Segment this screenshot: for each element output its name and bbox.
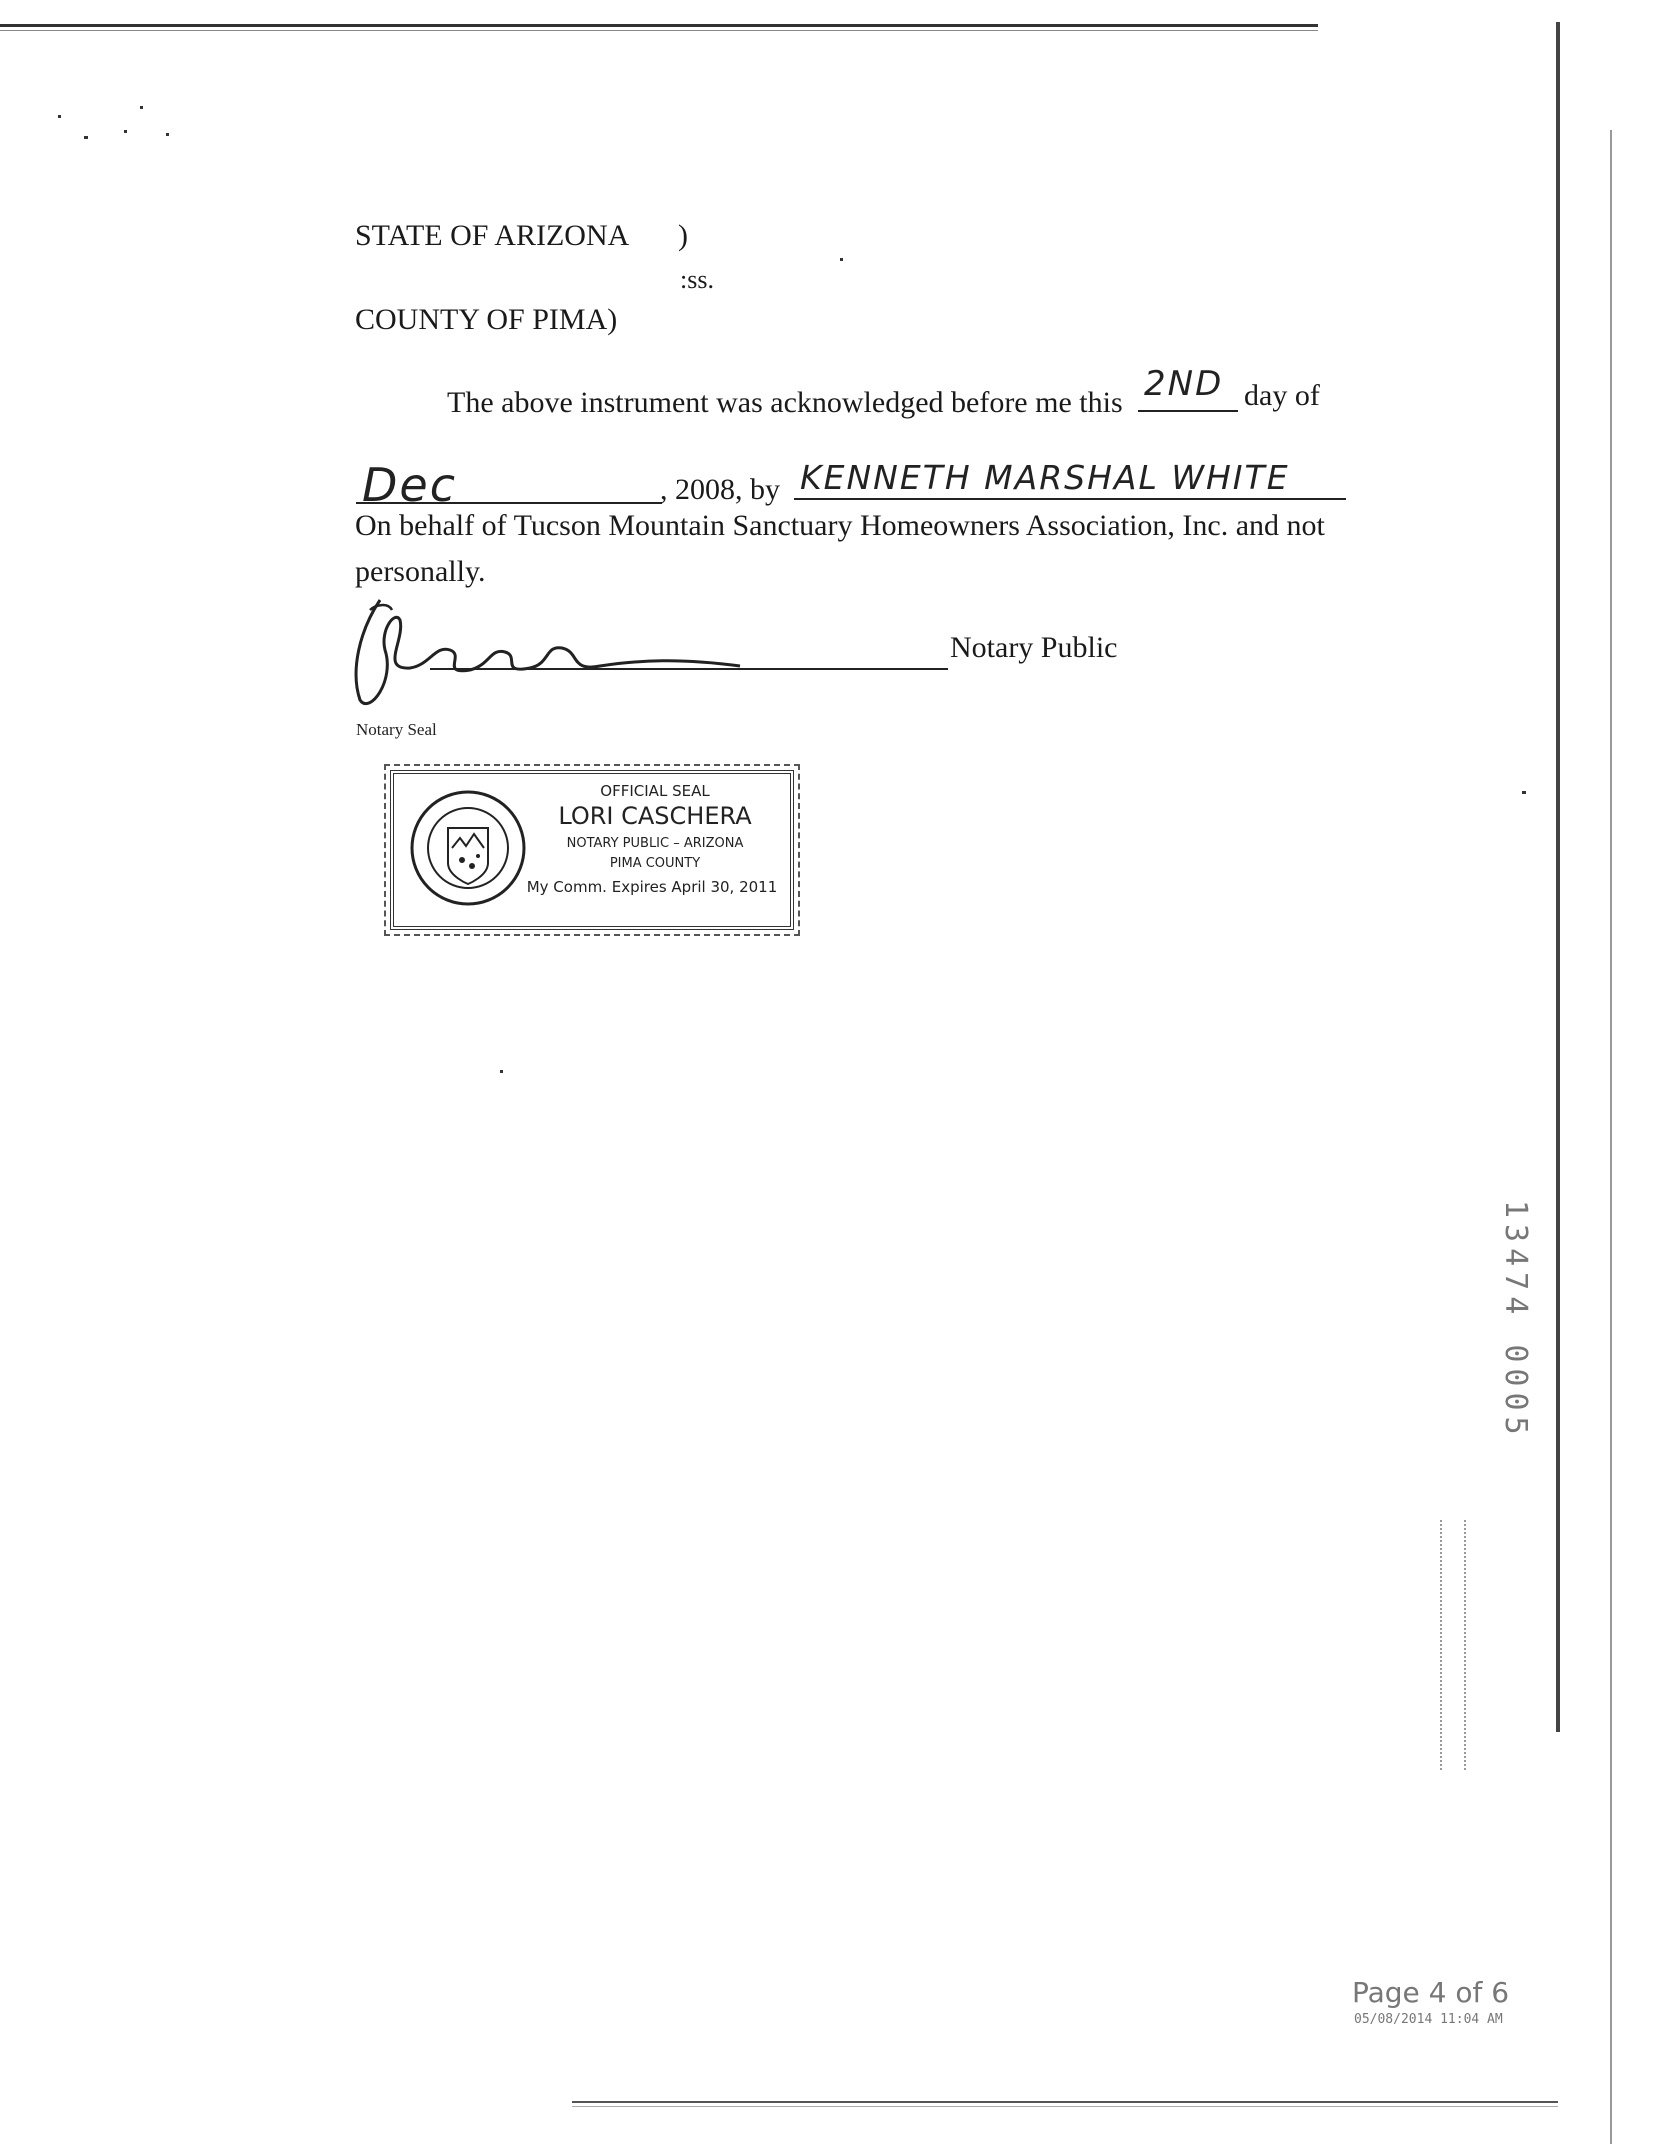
state-seal-emblem <box>408 788 528 908</box>
scan-speck <box>166 133 169 136</box>
seal-expiry: My Comm. Expires April 30, 2011 <box>526 878 778 896</box>
right-border-thin <box>1610 130 1612 2144</box>
behalf-line: On behalf of Tucson Mountain Sanctuary Homeowners Association, Inc. and not <box>355 509 1325 542</box>
recording-mark <box>1440 1520 1466 1770</box>
bottom-rule <box>572 2101 1558 2103</box>
month-blank <box>356 458 662 512</box>
day-handwritten: 2ND <box>1144 364 1224 404</box>
signer-handwritten: KENNETH MARSHAL WHITE <box>800 458 1290 497</box>
ack-prefix: The above instrument was acknowledged before me this <box>447 386 1123 419</box>
state-paren: ) <box>678 219 688 252</box>
top-rule-shadow <box>0 30 1318 31</box>
personally-line: personally. <box>355 555 486 588</box>
county-line: COUNTY OF PIMA) <box>355 303 618 336</box>
official-seal-stamp <box>390 770 794 930</box>
scan-speck <box>124 130 127 133</box>
seal-line4: PIMA COUNTY <box>609 856 701 871</box>
top-rule <box>0 24 1318 27</box>
scan-speck <box>1522 791 1526 794</box>
day-blank <box>1138 364 1238 412</box>
page-timestamp: 05/08/2014 11:04 AM <box>1354 2012 1503 2027</box>
scan-speck <box>500 1070 503 1073</box>
signature-line <box>430 668 948 670</box>
scan-speck <box>58 115 61 118</box>
seal-name: LORI CASCHERA <box>558 802 752 830</box>
right-border <box>1556 22 1560 1732</box>
bottom-rule-shadow <box>572 2106 1558 2107</box>
year-text: , 2008, by <box>660 473 780 506</box>
recording-number: 13474 0005 <box>1498 1200 1533 1441</box>
signer-blank <box>794 458 1346 500</box>
seal-line3: NOTARY PUBLIC – ARIZONA <box>566 836 744 851</box>
scan-speck <box>840 258 843 261</box>
seal-line1: OFFICIAL SEAL <box>600 782 710 800</box>
ss-mark: :ss. <box>680 265 714 294</box>
notary-seal-label: Notary Seal <box>356 720 437 739</box>
notary-public-label: Notary Public <box>950 631 1118 664</box>
ack-suffix: day of <box>1244 379 1320 412</box>
scan-speck <box>84 136 88 139</box>
state-line: STATE OF ARIZONA <box>355 219 630 252</box>
notary-signature <box>340 590 760 720</box>
page-indicator: Page 4 of 6 <box>1352 1976 1510 2009</box>
month-handwritten: Dec <box>362 458 458 512</box>
scan-speck <box>140 106 143 109</box>
